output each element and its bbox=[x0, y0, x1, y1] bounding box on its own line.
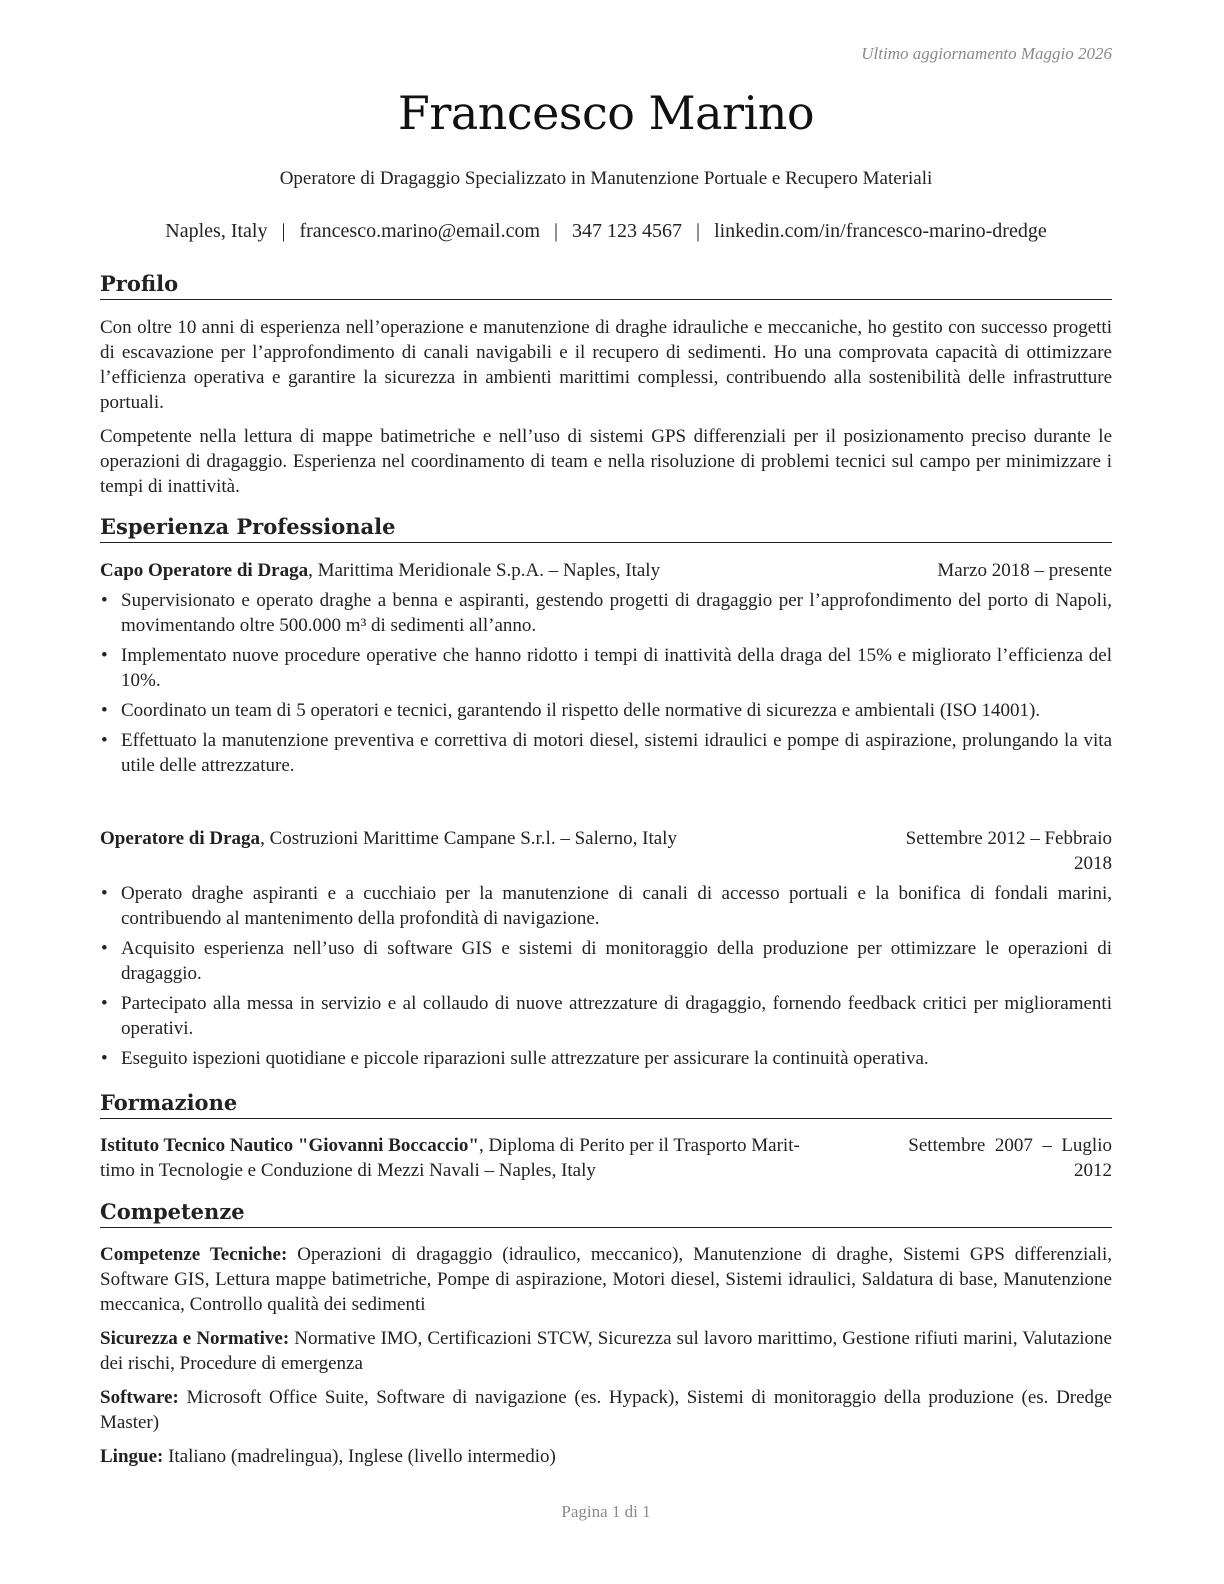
profile-paragraph: Con oltre 10 anni di esperienza nell’operazione e manutenzione di draghe idrauliche e meccaniche, ho gestito con successo progetti di escavazione per l’approfondimento di canali navigabili e il recupero di sedimenti. Ho una comprovata capacità di ottimizzare l’efficienza operativa e garantire la sicurezza in ambienti marittimi complessi, contribuendo alla sostenibilità delle infrastrutture portuali. bbox=[100, 317, 1112, 413]
contact-email[interactable]: francesco.marino@email.com bbox=[299, 220, 541, 242]
list-item: • Supervisionato e operato draghe a benna e aspiranti, gestendo progetti di dragaggio per l’approfondimento del porto di Napoli, movimentando oltre 500.000 m³ di sedimenti all’anno. bbox=[101, 590, 1112, 636]
list-item: • Coordinato un team di 5 operatori e tecnici, garantendo il rispetto delle normative di sicurezza e ambientali (ISO 14001). bbox=[101, 700, 1041, 721]
section-title-experience: Esperienza Professionale bbox=[100, 513, 1112, 543]
skill-group bbox=[100, 1242, 1112, 1317]
skill-text: Microsoft Office Suite, Software di navigazione (es. Hypack), Sistemi di monitoraggio della produzione (es. Dredge Master) bbox=[100, 1387, 1112, 1433]
profile-summary bbox=[100, 315, 1112, 499]
page-number: Pagina 1 di 1 bbox=[561, 1502, 651, 1521]
job-bullets bbox=[100, 881, 1112, 1076]
profile-paragraph: Competente nella lettura di mappe batimetriche e nell’uso di sistemi GPS differenziali per il posizionamento preciso durante le operazioni di dragaggio. Esperienza nel coordinamento di team e nella risoluzione di problemi tecnici sul campo per minimizzare i tempi di inattività. bbox=[100, 426, 1112, 497]
education-entry bbox=[100, 1133, 1112, 1183]
separator: | bbox=[554, 220, 559, 242]
bullet-icon: • bbox=[101, 993, 108, 1014]
contact-location: Naples, Italy bbox=[165, 220, 268, 242]
section-title-profile: Profilo bbox=[100, 270, 1112, 300]
education-school: Istituto Tecnico Nautico "Giovanni Boccaccio" bbox=[100, 1135, 479, 1156]
skill-label: Software: bbox=[100, 1387, 179, 1408]
bullet-icon: • bbox=[101, 938, 108, 959]
section-title-education: Formazione bbox=[100, 1089, 1112, 1119]
list-item: • Eseguito ispezioni quotidiane e piccole riparazioni sulle attrezzature per assicurare la continuità operativa. bbox=[101, 1048, 929, 1069]
education-dates: Settembre 2007 – Luglio 2012 bbox=[904, 1133, 1112, 1183]
skill-label: Sicurezza e Normative: bbox=[100, 1328, 290, 1349]
list-item: • Acquisito esperienza nell’uso di software GIS e sistemi di monitoraggio della produzione per ottimizzare le operazioni di dragaggio. bbox=[101, 938, 1112, 984]
candidate-name: Francesco Marino bbox=[397, 86, 815, 140]
bullet-icon: • bbox=[101, 700, 108, 721]
list-item: • Effettuato la manutenzione preventiva e correttiva di motori diesel, sistemi idraulici e pompe di aspirazione, prolungando la vita utile delle attrezzature. bbox=[101, 730, 1112, 776]
contact-phone: 347 123 4567 bbox=[572, 220, 683, 242]
skill-text: Operazioni di dragaggio (idraulico, meccanico), Manutenzione di draghe, Sistemi GPS differenziali, Software GIS, Lettura mappe batimetriche, Pompe di aspirazione, Motori diesel, Sistemi idraulici, Saldatura di base, Manutenzione meccanica, Controllo qualità dei sedimenti bbox=[100, 1244, 1112, 1315]
bullet-icon: • bbox=[101, 883, 108, 904]
education-line-2: timo in Tecnologie e Conduzione di Mezzi Navali – Naples, Italy bbox=[100, 1160, 596, 1181]
bullet-icon: • bbox=[101, 645, 108, 666]
education-line-1: Istituto Tecnico Nautico "Giovanni Boccaccio", Diploma di Perito per il Trasporto Marit- bbox=[100, 1135, 800, 1156]
separator: | bbox=[281, 220, 286, 242]
contact-line bbox=[100, 220, 1112, 243]
list-item: • Partecipato alla messa in servizio e al collaudo di nuove attrezzature di dragaggio, fornendo feedback critici per miglioramenti operativi. bbox=[101, 993, 1112, 1039]
job-title: Capo Operatore di Draga bbox=[100, 560, 309, 581]
headline: Operatore di Dragaggio Specializzato in Manutenzione Portuale e Recupero Materiali bbox=[279, 168, 933, 189]
skill-text: Normative IMO, Certificazioni STCW, Sicurezza sul lavoro marittimo, Gestione rifiuti marini, Valutazione dei rischi, Procedure di emergenza bbox=[100, 1328, 1112, 1374]
section-title-skills: Competenze bbox=[100, 1198, 1112, 1228]
skill-group bbox=[100, 1444, 1112, 1469]
list-item: • Implementato nuove procedure operative che hanno ridotto i tempi di inattività della draga del 15% e migliorato l’efficienza del 10%. bbox=[101, 645, 1112, 691]
skill-label: Lingue: bbox=[100, 1446, 164, 1467]
skill-group bbox=[100, 1385, 1112, 1435]
resume-page bbox=[100, 0, 1112, 1584]
job-header bbox=[100, 558, 1112, 583]
job-bullets bbox=[100, 588, 1112, 783]
separator: | bbox=[696, 220, 701, 242]
job-dates: Marzo 2018 – presente bbox=[937, 560, 1112, 581]
bullet-icon: • bbox=[101, 730, 108, 751]
job-dates: Settembre 2012 – Febbraio 2018 bbox=[905, 828, 1112, 874]
skill-label: Competenze Tecniche: bbox=[100, 1244, 288, 1265]
job-company: , Marittima Meridionale S.p.A. – Naples, Italy bbox=[308, 560, 661, 581]
bullet-icon: • bbox=[101, 1048, 108, 1069]
job-header bbox=[100, 826, 1112, 874]
last-updated: Ultimo aggiornamento Maggio 2026 bbox=[861, 44, 1112, 63]
bullet-icon: • bbox=[101, 590, 108, 611]
list-item: • Operato draghe aspiranti e a cucchiaio per la manutenzione di canali di accesso portuali e la bonifica di fondali marini, contribuendo al mantenimento della profondità di navigazione. bbox=[101, 883, 1112, 929]
contact-linkedin[interactable]: linkedin.com/in/francesco-marino-dredge bbox=[714, 220, 1047, 242]
skill-group bbox=[100, 1326, 1112, 1376]
job-company: , Costruzioni Marittime Campane S.r.l. – Salerno, Italy bbox=[260, 828, 677, 849]
skill-text: Italiano (madrelingua), Inglese (livello intermedio) bbox=[163, 1446, 556, 1467]
job-title: Operatore di Draga bbox=[100, 828, 261, 849]
